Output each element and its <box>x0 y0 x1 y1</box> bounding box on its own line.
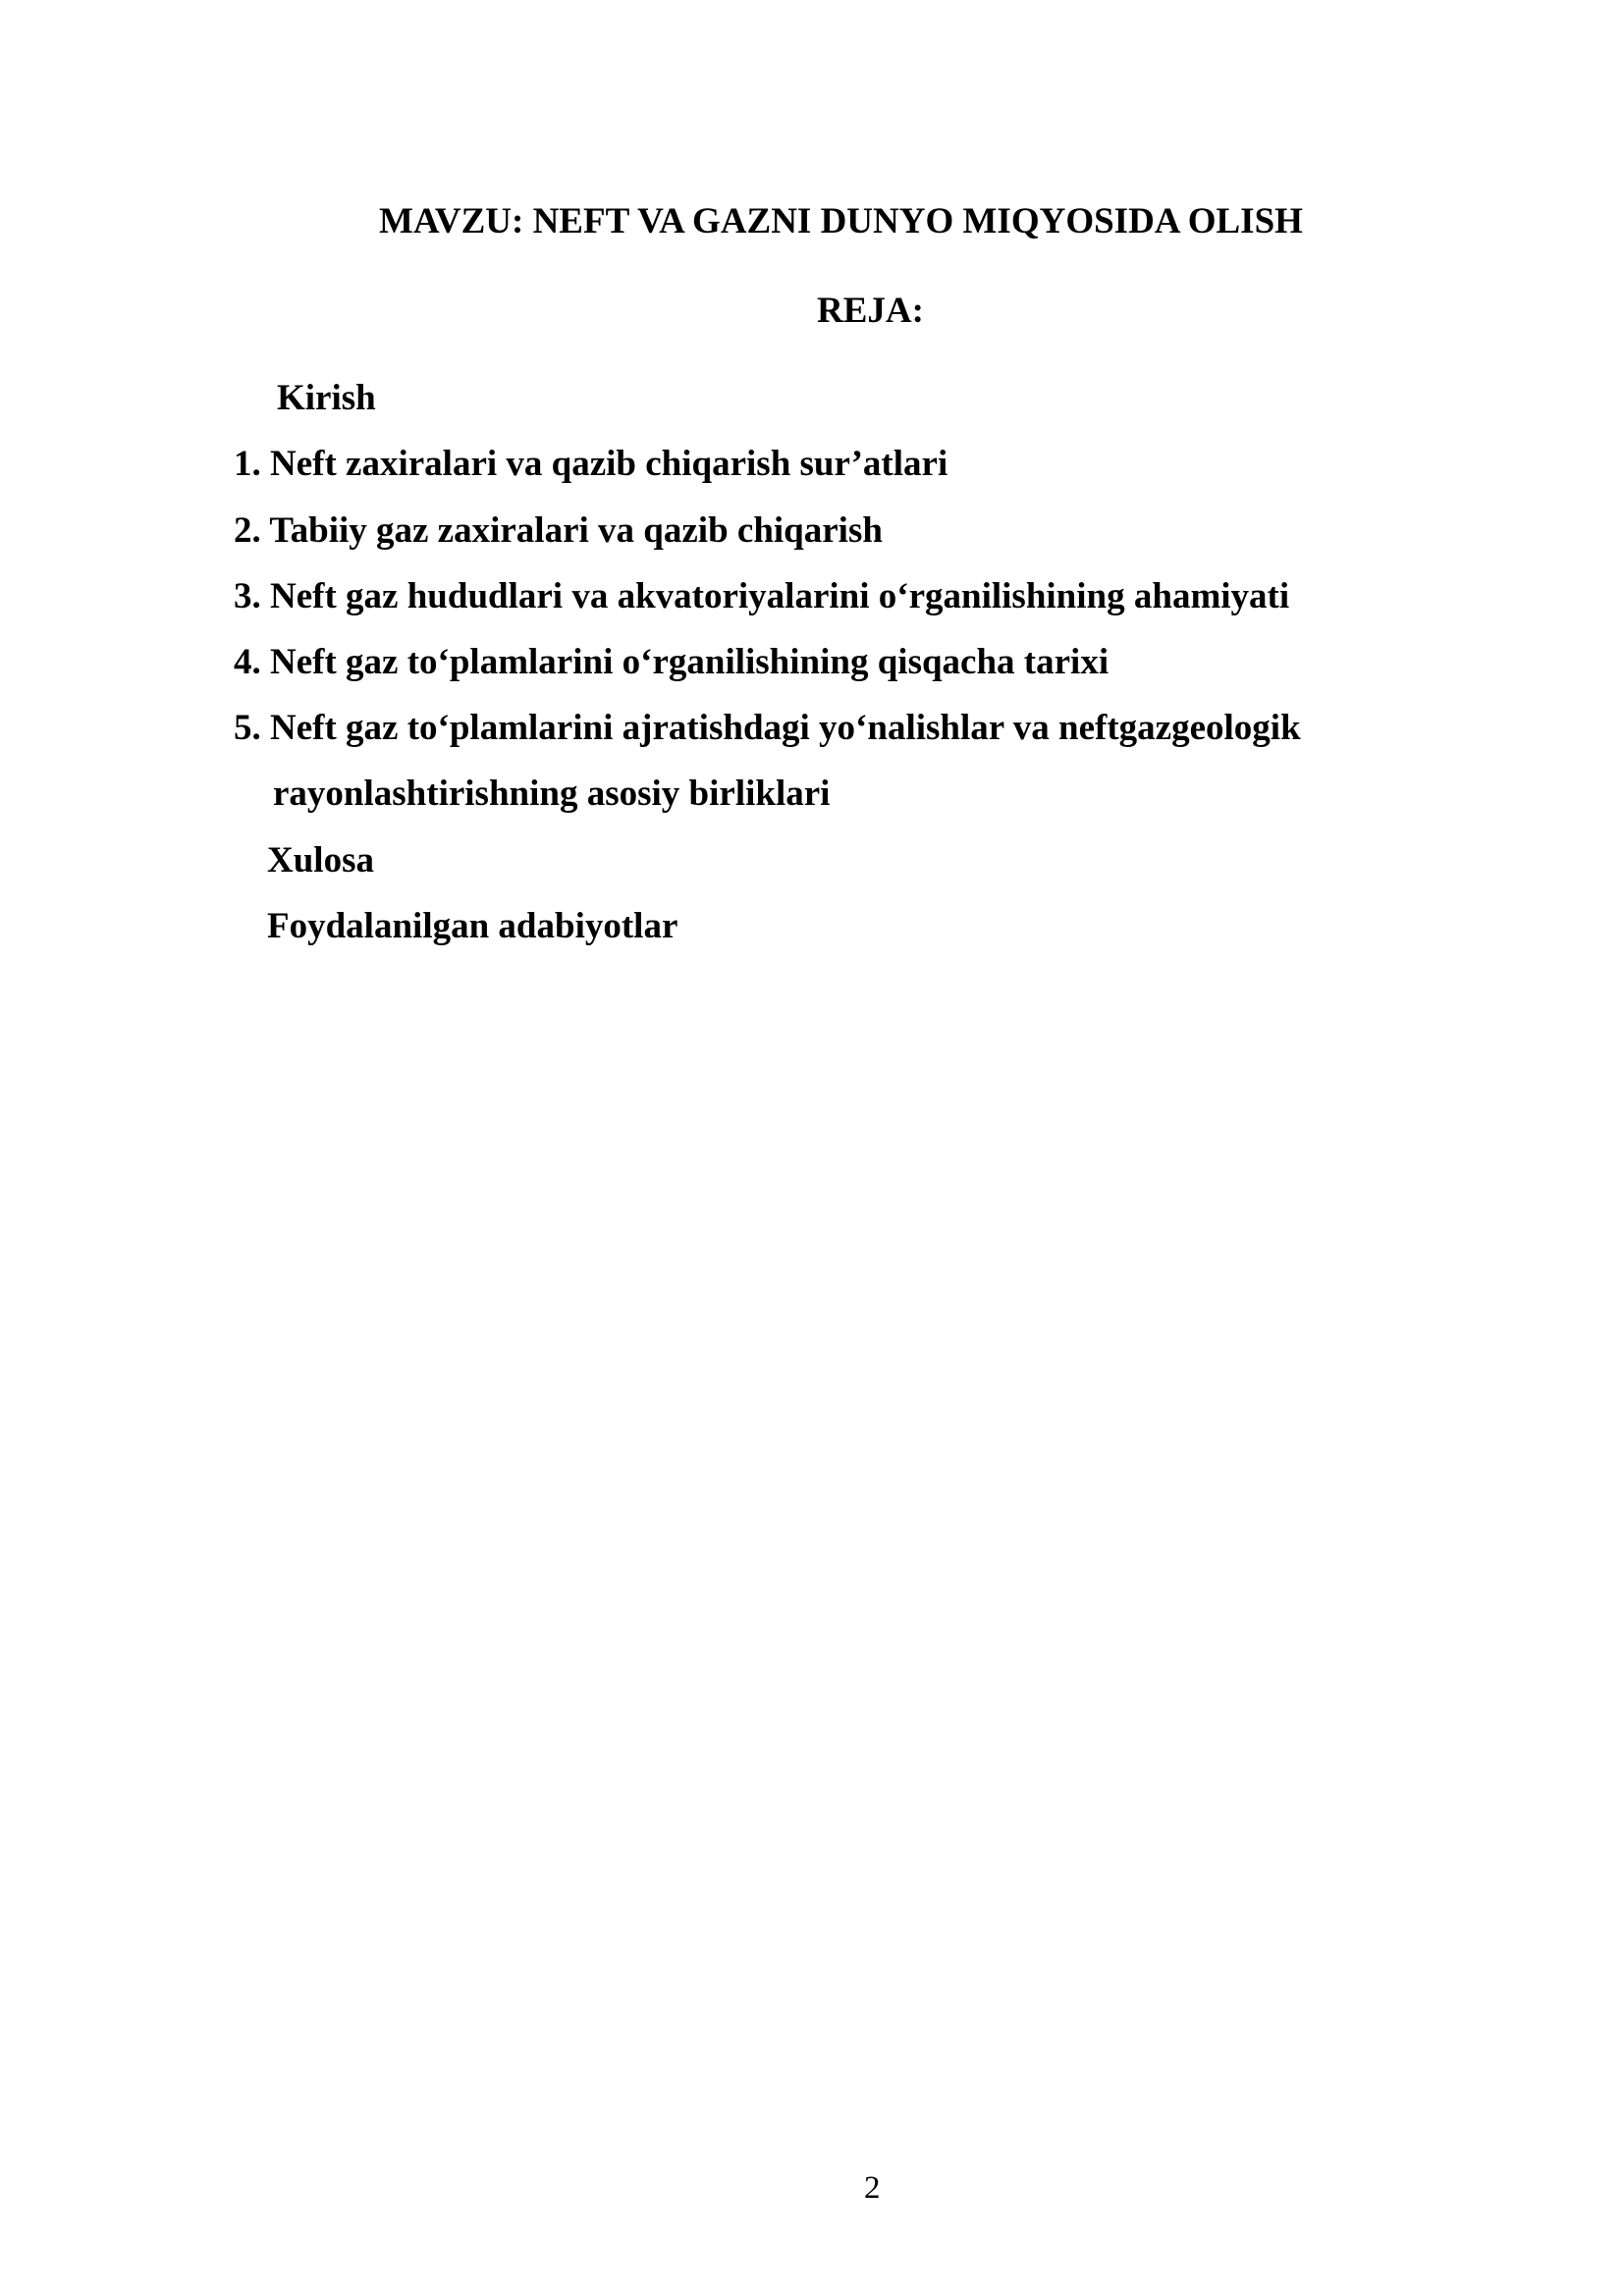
plan-item-conclusion: Xulosa <box>267 840 374 881</box>
plan-item-number: 3. <box>234 576 261 616</box>
plan-item-number: 5. <box>234 708 261 748</box>
plan-item-5-continuation: rayonlashtirishning asosiy birliklari <box>273 774 831 814</box>
page-title: MAVZU: NEFT VA GAZNI DUNYO MIQYOSIDA OLISH <box>379 201 1303 241</box>
plan-item-1 <box>234 441 947 488</box>
plan-item-text: Neft gaz to‘plamlarini o‘rganilishining qisqacha tarixi <box>270 642 1110 682</box>
plan-item-2 <box>234 507 883 555</box>
plan-item-text: Neft zaxiralari va qazib chiqarish sur’atlari <box>270 444 948 484</box>
plan-item-5 <box>234 705 1301 752</box>
plan-item-intro: Kirish <box>277 378 376 418</box>
plan-heading: REJA: <box>817 291 924 331</box>
plan-item-text: Tabiiy gaz zaxiralari va qazib chiqarish <box>269 510 883 551</box>
plan-item-3 <box>234 573 1289 620</box>
plan-item-number: 2. <box>234 510 261 551</box>
plan-item-text: Neft gaz hududlari va akvatoriyalarini o‘rganilishining ahamiyati <box>270 576 1290 616</box>
page-number: 2 <box>864 2170 881 2206</box>
plan-item-4 <box>234 639 1109 686</box>
plan-item-references: Foydalanilgan adabiyotlar <box>267 906 678 946</box>
plan-item-text: Neft gaz to‘plamlarini ajratishdagi yo‘nalishlar va neftgazgeologik <box>270 708 1301 748</box>
plan-item-number: 1. <box>234 444 261 484</box>
plan-item-number: 4. <box>234 642 261 682</box>
